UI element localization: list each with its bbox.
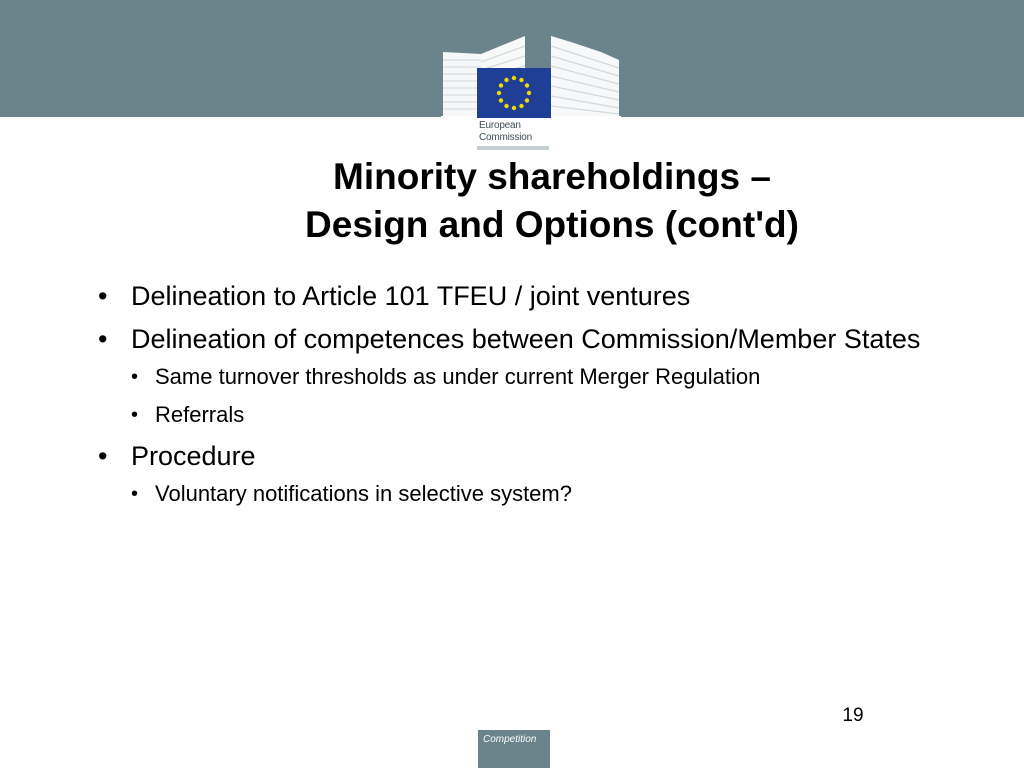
organization-name	[479, 120, 532, 144]
eu-flag-icon	[477, 68, 551, 118]
sub-bullet-list	[131, 362, 968, 430]
page-number: 19	[842, 705, 864, 726]
bullet-item	[98, 438, 968, 509]
sub-bullet-item	[131, 479, 968, 509]
footer-tag-label: Competition	[483, 734, 537, 745]
sub-bullet-text: Referrals	[155, 402, 245, 427]
bullet-text: Delineation to Article 101 TFEU / joint ventures	[131, 281, 691, 311]
sub-bullet-text: Same turnover thresholds as under current Merger Regulation	[155, 364, 761, 389]
sub-bullet-list	[131, 479, 968, 509]
organization-name-line1: European	[479, 120, 521, 131]
bullet-list	[98, 276, 968, 517]
bullet-item	[98, 278, 968, 315]
sub-bullet-item	[131, 400, 968, 430]
sub-bullet-text: Voluntary notifications in selective system?	[155, 481, 572, 506]
bullet-text: Procedure	[131, 441, 256, 471]
slide-title-line1: Minority shareholdings –	[333, 156, 771, 197]
logo-underline	[477, 146, 549, 150]
bullet-text: Delineation of competences between Commission/Member States	[131, 324, 921, 354]
sub-bullet-item	[131, 362, 968, 392]
slide-title-line2: Design and Options (cont'd)	[305, 204, 799, 245]
footer-tag	[478, 730, 550, 768]
organization-name-line2: Commission	[479, 132, 533, 143]
bullet-item	[98, 321, 968, 430]
slide-title	[0, 153, 1024, 249]
